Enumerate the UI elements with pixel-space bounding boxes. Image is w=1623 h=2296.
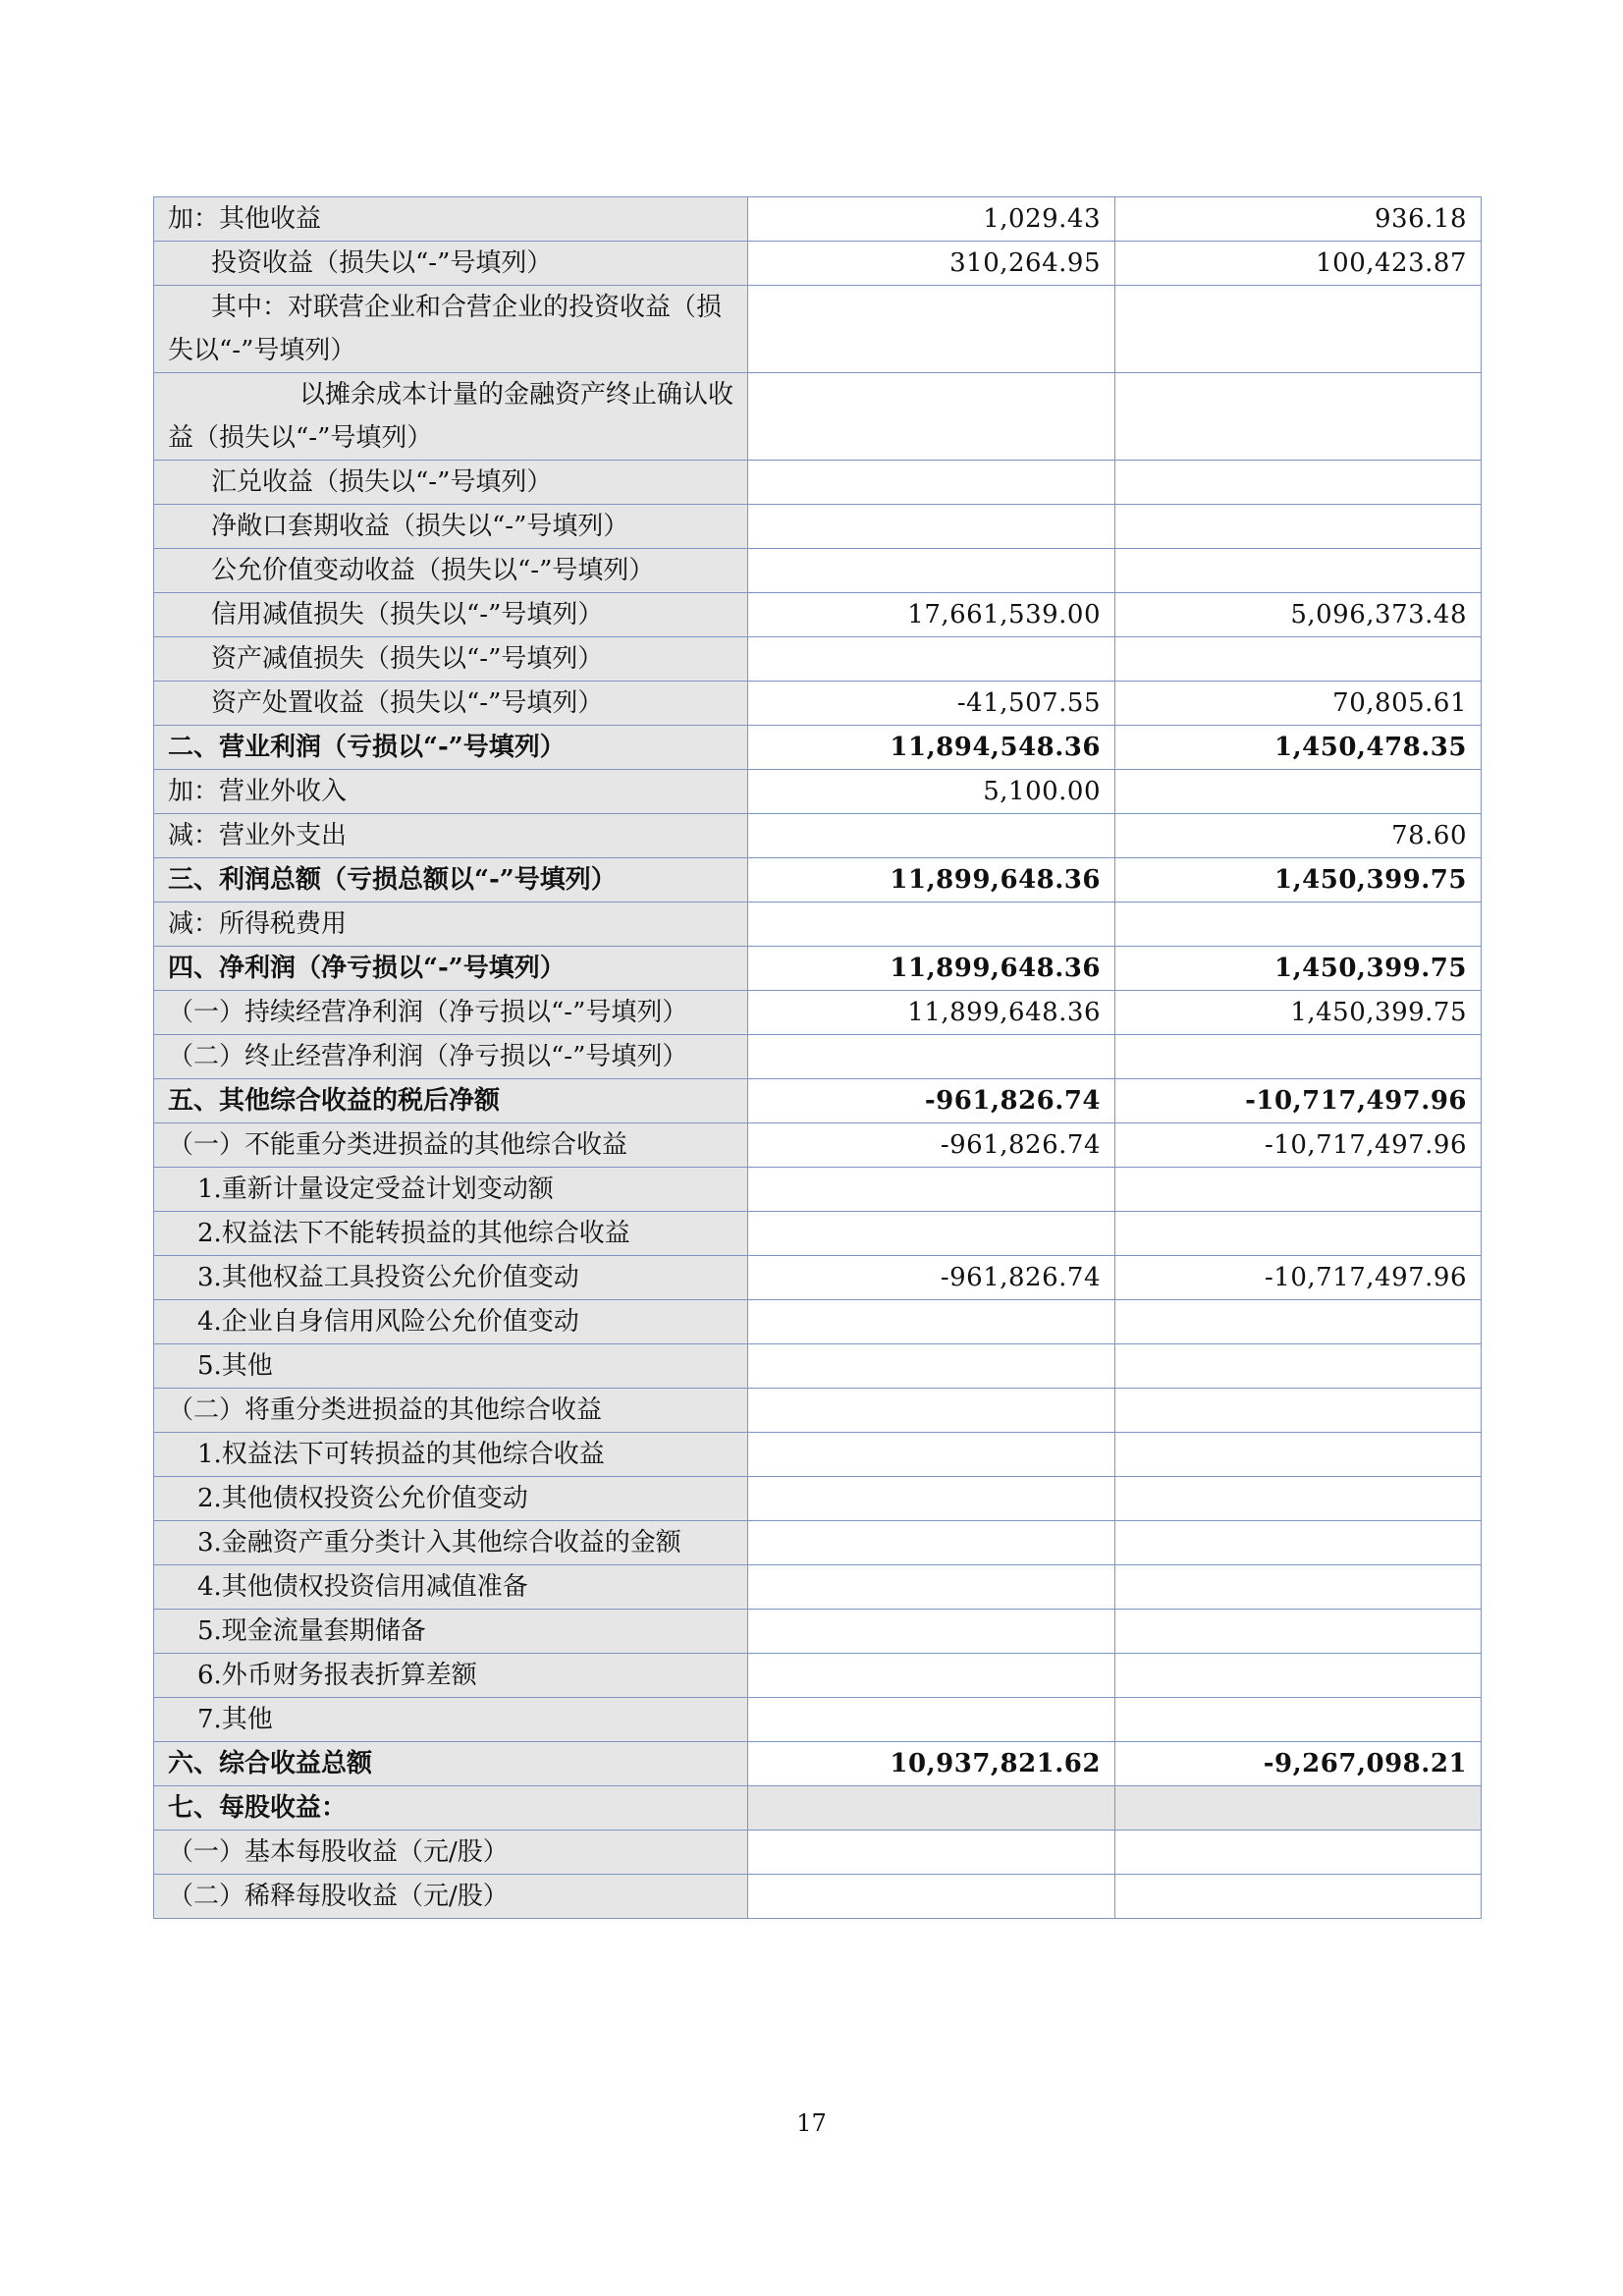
value-current bbox=[748, 1831, 1115, 1875]
row-label: （二）稀释每股收益（元/股） bbox=[154, 1875, 748, 1919]
value-previous: 1,450,478.35 bbox=[1115, 726, 1482, 770]
value-current: -961,826.74 bbox=[748, 1256, 1115, 1300]
value-current: 17,661,539.00 bbox=[748, 593, 1115, 637]
value-previous bbox=[1115, 1654, 1482, 1698]
table-row bbox=[154, 1433, 1482, 1477]
page-number: 17 bbox=[796, 2109, 827, 2137]
value-current bbox=[748, 1654, 1115, 1698]
row-label: 公允价值变动收益（损失以“-”号填列） bbox=[154, 549, 748, 593]
value-current bbox=[748, 505, 1115, 549]
value-previous: 936.18 bbox=[1115, 197, 1482, 242]
value-previous: -10,717,497.96 bbox=[1115, 1123, 1482, 1168]
value-previous bbox=[1115, 1344, 1482, 1389]
value-current bbox=[748, 1610, 1115, 1654]
row-label: 7.其他 bbox=[154, 1698, 748, 1742]
value-previous bbox=[1115, 770, 1482, 814]
value-previous bbox=[1115, 1786, 1482, 1831]
value-current: 11,899,648.36 bbox=[748, 858, 1115, 902]
table-row bbox=[154, 1477, 1482, 1521]
value-previous bbox=[1115, 1831, 1482, 1875]
table-row bbox=[154, 1212, 1482, 1256]
value-current: 11,899,648.36 bbox=[748, 947, 1115, 991]
value-previous: 1,450,399.75 bbox=[1115, 858, 1482, 902]
value-previous: 100,423.87 bbox=[1115, 242, 1482, 286]
row-label: 汇兑收益（损失以“-”号填列） bbox=[154, 461, 748, 505]
table-row bbox=[154, 1389, 1482, 1433]
value-current: -961,826.74 bbox=[748, 1123, 1115, 1168]
value-previous bbox=[1115, 1521, 1482, 1565]
row-label: 六、综合收益总额 bbox=[154, 1742, 748, 1786]
value-previous: 78.60 bbox=[1115, 814, 1482, 858]
row-label: 三、利润总额（亏损总额以“-”号填列） bbox=[154, 858, 748, 902]
row-label: 资产处置收益（损失以“-”号填列） bbox=[154, 682, 748, 726]
value-previous: -9,267,098.21 bbox=[1115, 1742, 1482, 1786]
value-current bbox=[748, 1521, 1115, 1565]
table-row bbox=[154, 991, 1482, 1035]
table-row bbox=[154, 1742, 1482, 1786]
row-label: 加：营业外收入 bbox=[154, 770, 748, 814]
row-label: 4.其他债权投资信用减值准备 bbox=[154, 1565, 748, 1610]
row-label: 投资收益（损失以“-”号填列） bbox=[154, 242, 748, 286]
row-label: （一）持续经营净利润（净亏损以“-”号填列） bbox=[154, 991, 748, 1035]
value-current bbox=[748, 549, 1115, 593]
row-label: 3.金融资产重分类计入其他综合收益的金额 bbox=[154, 1521, 748, 1565]
table-row bbox=[154, 1831, 1482, 1875]
table-row bbox=[154, 1786, 1482, 1831]
table-row bbox=[154, 814, 1482, 858]
table-row bbox=[154, 902, 1482, 947]
value-current: -41,507.55 bbox=[748, 682, 1115, 726]
table-row bbox=[154, 1521, 1482, 1565]
row-label: 其中：对联营企业和合营企业的投资收益（损失以“-”号填列） bbox=[154, 286, 748, 373]
row-label: （二）终止经营净利润（净亏损以“-”号填列） bbox=[154, 1035, 748, 1079]
row-label: 2.权益法下不能转损益的其他综合收益 bbox=[154, 1212, 748, 1256]
value-current bbox=[748, 1300, 1115, 1344]
row-label: 1.权益法下可转损益的其他综合收益 bbox=[154, 1433, 748, 1477]
value-current bbox=[748, 286, 1115, 373]
value-current: 11,894,548.36 bbox=[748, 726, 1115, 770]
table-row bbox=[154, 1565, 1482, 1610]
value-previous bbox=[1115, 1035, 1482, 1079]
table-row bbox=[154, 726, 1482, 770]
value-current bbox=[748, 1786, 1115, 1831]
income-statement-table bbox=[153, 196, 1482, 1919]
value-current: 11,899,648.36 bbox=[748, 991, 1115, 1035]
value-current: 310,264.95 bbox=[748, 242, 1115, 286]
value-current: 5,100.00 bbox=[748, 770, 1115, 814]
value-current bbox=[748, 1477, 1115, 1521]
table-row bbox=[154, 593, 1482, 637]
value-current: -961,826.74 bbox=[748, 1079, 1115, 1123]
row-label: 5.现金流量套期储备 bbox=[154, 1610, 748, 1654]
row-label: （二）将重分类进损益的其他综合收益 bbox=[154, 1389, 748, 1433]
value-previous bbox=[1115, 505, 1482, 549]
value-previous: 1,450,399.75 bbox=[1115, 991, 1482, 1035]
value-current bbox=[748, 1035, 1115, 1079]
value-previous: 5,096,373.48 bbox=[1115, 593, 1482, 637]
value-previous bbox=[1115, 1168, 1482, 1212]
value-previous: 70,805.61 bbox=[1115, 682, 1482, 726]
table-row bbox=[154, 1256, 1482, 1300]
row-label: 3.其他权益工具投资公允价值变动 bbox=[154, 1256, 748, 1300]
row-label: 5.其他 bbox=[154, 1344, 748, 1389]
row-label: （一）不能重分类进损益的其他综合收益 bbox=[154, 1123, 748, 1168]
table-row bbox=[154, 1344, 1482, 1389]
table-row bbox=[154, 637, 1482, 682]
value-previous: -10,717,497.96 bbox=[1115, 1079, 1482, 1123]
value-current bbox=[748, 1168, 1115, 1212]
row-label: 减：所得税费用 bbox=[154, 902, 748, 947]
table-row bbox=[154, 1168, 1482, 1212]
value-current: 10,937,821.62 bbox=[748, 1742, 1115, 1786]
table-row bbox=[154, 505, 1482, 549]
value-previous bbox=[1115, 1212, 1482, 1256]
row-label: 1.重新计量设定受益计划变动额 bbox=[154, 1168, 748, 1212]
value-previous bbox=[1115, 286, 1482, 373]
value-current bbox=[748, 1875, 1115, 1919]
value-previous bbox=[1115, 1477, 1482, 1521]
value-previous: -10,717,497.96 bbox=[1115, 1256, 1482, 1300]
table-row bbox=[154, 858, 1482, 902]
value-previous bbox=[1115, 1565, 1482, 1610]
value-previous bbox=[1115, 1698, 1482, 1742]
row-label: （一）基本每股收益（元/股） bbox=[154, 1831, 748, 1875]
value-previous bbox=[1115, 1433, 1482, 1477]
table-row bbox=[154, 461, 1482, 505]
value-current bbox=[748, 1212, 1115, 1256]
row-label: 资产减值损失（损失以“-”号填列） bbox=[154, 637, 748, 682]
table-row bbox=[154, 286, 1482, 373]
table-row bbox=[154, 770, 1482, 814]
row-label: 信用减值损失（损失以“-”号填列） bbox=[154, 593, 748, 637]
table-row bbox=[154, 1654, 1482, 1698]
table-row bbox=[154, 197, 1482, 242]
value-current bbox=[748, 1389, 1115, 1433]
value-previous: 1,450,399.75 bbox=[1115, 947, 1482, 991]
row-label: 6.外币财务报表折算差额 bbox=[154, 1654, 748, 1698]
row-label: 四、净利润（净亏损以“-”号填列） bbox=[154, 947, 748, 991]
table-row bbox=[154, 1610, 1482, 1654]
table-row bbox=[154, 682, 1482, 726]
value-current bbox=[748, 1433, 1115, 1477]
value-previous bbox=[1115, 1610, 1482, 1654]
value-previous bbox=[1115, 1389, 1482, 1433]
table-row bbox=[154, 1123, 1482, 1168]
row-label: 2.其他债权投资公允价值变动 bbox=[154, 1477, 748, 1521]
value-previous bbox=[1115, 549, 1482, 593]
table-row bbox=[154, 1698, 1482, 1742]
value-previous bbox=[1115, 902, 1482, 947]
value-current bbox=[748, 461, 1115, 505]
value-previous bbox=[1115, 1875, 1482, 1919]
row-label: 五、其他综合收益的税后净额 bbox=[154, 1079, 748, 1123]
row-label: 减：营业外支出 bbox=[154, 814, 748, 858]
value-previous bbox=[1115, 1300, 1482, 1344]
table-row bbox=[154, 947, 1482, 991]
value-previous bbox=[1115, 461, 1482, 505]
table-row bbox=[154, 1875, 1482, 1919]
table-row bbox=[154, 1079, 1482, 1123]
table-row bbox=[154, 1035, 1482, 1079]
value-current bbox=[748, 1344, 1115, 1389]
value-current bbox=[748, 902, 1115, 947]
value-previous bbox=[1115, 373, 1482, 461]
value-current: 1,029.43 bbox=[748, 197, 1115, 242]
value-current bbox=[748, 373, 1115, 461]
table-row bbox=[154, 1300, 1482, 1344]
row-label: 加：其他收益 bbox=[154, 197, 748, 242]
row-label: 二、营业利润（亏损以“-”号填列） bbox=[154, 726, 748, 770]
table-row bbox=[154, 373, 1482, 461]
table-row bbox=[154, 242, 1482, 286]
row-label: 净敞口套期收益（损失以“-”号填列） bbox=[154, 505, 748, 549]
table-row bbox=[154, 549, 1482, 593]
value-previous bbox=[1115, 637, 1482, 682]
value-current bbox=[748, 1698, 1115, 1742]
value-current bbox=[748, 814, 1115, 858]
row-label: 以摊余成本计量的金融资产终止确认收益（损失以“-”号填列） bbox=[154, 373, 748, 461]
row-label: 4.企业自身信用风险公允价值变动 bbox=[154, 1300, 748, 1344]
row-label: 七、每股收益： bbox=[154, 1786, 748, 1831]
value-current bbox=[748, 1565, 1115, 1610]
value-current bbox=[748, 637, 1115, 682]
